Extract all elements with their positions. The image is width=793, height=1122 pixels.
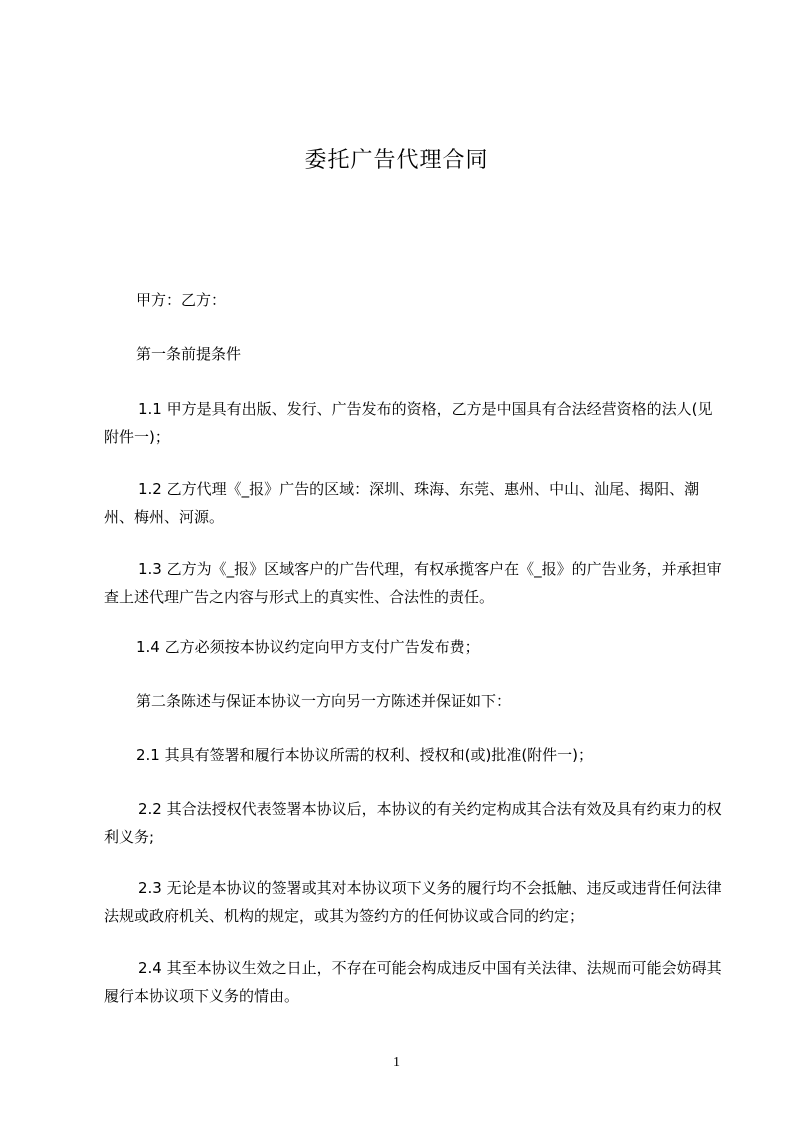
clause-1-2: 1.2 乙方代理《_报》广告的区域：深圳、珠海、东莞、惠州、中山、汕尾、揭阳、潮州、梅州、河源。 <box>104 480 700 526</box>
page-number: 1 <box>393 1055 400 1070</box>
clause-2-1: 2.1 其具有签署和履行本协议所需的权利、授权和(或)批准(附件一)； <box>136 746 594 764</box>
article-1-heading: 第一条前提条件 <box>136 345 242 363</box>
clause-1-4: 1.4 乙方必须按本协议约定向甲方支付广告发布费； <box>136 638 480 656</box>
clause-1-3: 1.3 乙方为《_报》区域客户的广告代理，有权承揽客户在《_报》的广告业务，并承担审查上述代理广告之内容与形式上的真实性、合法性的责任。 <box>104 560 722 606</box>
article-2-heading: 第二条陈述与保证本协议一方向另一方陈述并保证如下： <box>136 692 512 710</box>
document-title: 委托广告代理合同 <box>304 148 489 173</box>
clause-2-3: 2.3 无论是本协议的签署或其对本协议项下义务的履行均不会抵触、违反或违背任何法律法规或政府机关、机构的规定，或其为签约方的任何协议或合同的约定； <box>104 879 722 925</box>
clause-2-4: 2.4 其至本协议生效之日止，不存在可能会构成违反中国有关法律、法规而可能会妨碍其履行本协议项下义务的情由。 <box>104 959 722 1005</box>
clause-1-1: 1.1 甲方是具有出版、发行、广告发布的资格，乙方是中国具有合法经营资格的法人(见附件一)； <box>104 400 713 446</box>
party-line: 甲方：乙方： <box>136 291 227 309</box>
clause-2-2: 2.2 其合法授权代表签署本协议后，本协议的有关约定构成其合法有效及具有约束力的权利义务; <box>104 800 722 846</box>
